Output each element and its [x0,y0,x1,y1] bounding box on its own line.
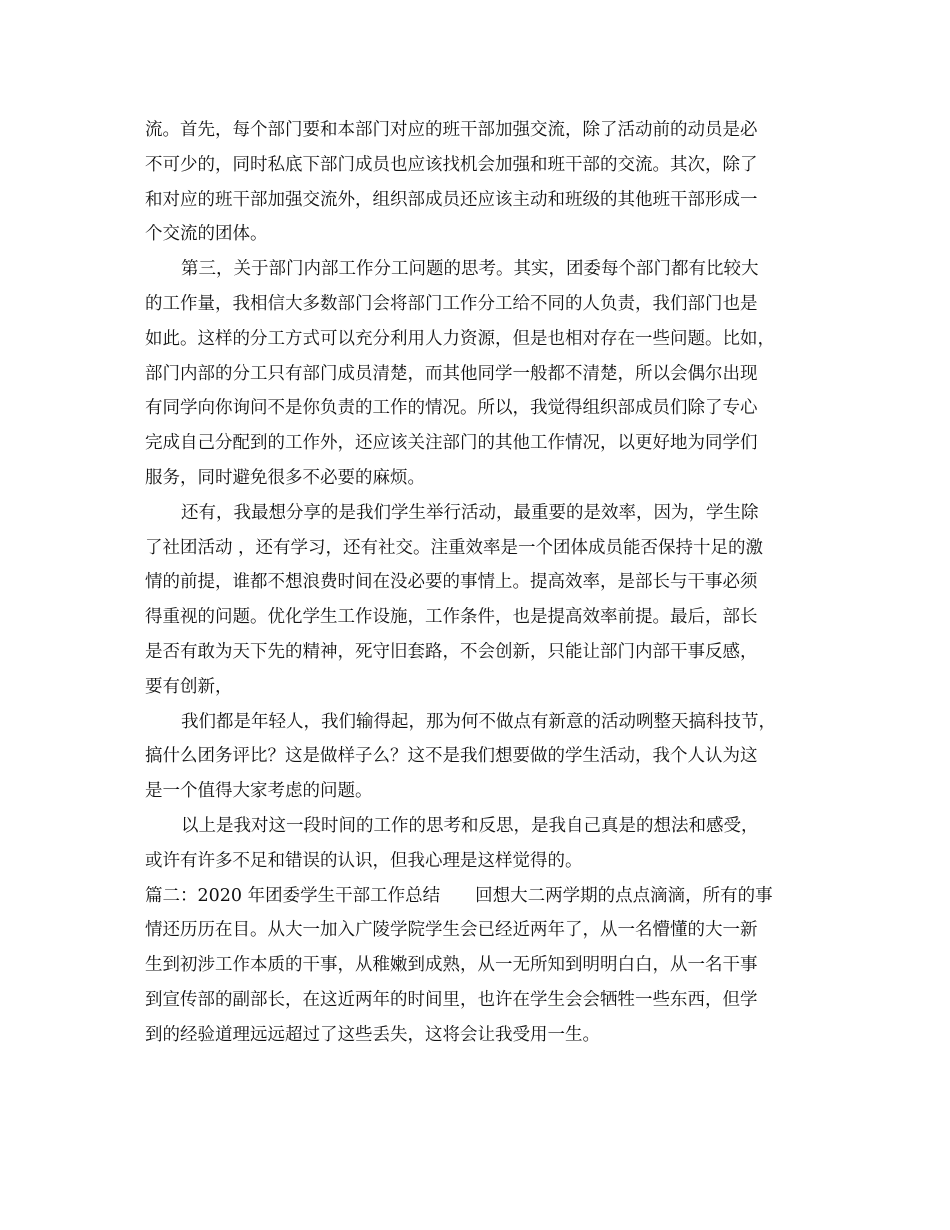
text-line: 到宣传部的副部长，在这近两年的时间里，也许在学生会会牺牲一些东西，但学 [145,989,758,1010]
text-line: 服务，同时避免很多不必要的麻烦。 [145,467,425,488]
text-line: 搞什么团务评比？这是做样子么？这不是我们想要做的学生活动，我个人认为这 [145,746,758,767]
text-line: 生到初涉工作本质的干事，从稚嫩到成熟，从一无所知到明明白白，从一名干事 [145,955,758,976]
document-body [145,113,805,1053]
text-line: 个交流的团体。 [145,224,268,245]
text-line: 部门内部的分工只有部门成员清楚，而其他同学一般都不清楚，所以会偶尔出现 [145,363,758,384]
text-line: 有同学向你询问不是你负责的工作的情况。所以，我觉得组织部成员们除了专心 [145,398,758,419]
text-line: 情还历历在目。从大一加入广陵学院学生会已经近两年了，从一名懵懂的大一新 [145,920,758,941]
text-line: 篇二：2020 年团委学生干部工作总结 回想大二两学期的点点滴滴，所有的事 [145,885,773,906]
text-line: 的工作量，我相信大多数部门会将部门工作分工给不同的人负责，我们部门也是 [145,293,758,314]
text-line: 以上是我对这一段时间的工作的思考和反思，是我自己真是的想法和感受， [181,815,759,836]
text-line: 不可少的，同时私底下部门成员也应该找机会加强和班干部的交流。其次，除了 [145,154,758,175]
text-line: 还有，我最想分享的是我们学生举行活动，最重要的是效率，因为，学生除 [181,502,759,523]
text-line: 和对应的班干部加强交流外，组织部成员还应该主动和班级的其他班干部形成一 [145,189,758,210]
text-line: 完成自己分配到的工作外，还应该关注部门的其他工作情况，以更好地为同学们 [145,433,758,454]
text-line: 情的前提，谁都不想浪费时间在没必要的事情上。提高效率，是部长与干事必须 [145,572,758,593]
text-line: 到的经验道理远远超过了这些丢失，这将会让我受用一生。 [145,1024,600,1045]
text-line: 是否有敢为天下先的精神，死守旧套路，不会创新，只能让部门内部干事反感， [145,641,758,662]
text-line: 要有创新， [145,676,233,697]
text-line: 我们都是年轻人，我们输得起，那为何不做点有新意的活动咧整天搞科技节， [181,711,776,732]
text-line: 流。首先，每个部门要和本部门对应的班干部加强交流，除了活动前的动员是必 [145,120,758,140]
text-line: 第三，关于部门内部工作分工问题的思考。其实，团委每个部门都有比较大 [181,259,759,280]
text-line: 是一个值得大家考虑的问题。 [145,781,373,802]
text-line: 如此。这样的分工方式可以充分利用人力资源，但是也相对存在一些问题。比如， [145,328,775,349]
text-line: 得重视的问题。优化学生工作设施，工作条件，也是提高效率前提。最后，部长 [145,607,758,628]
text-line: 或许有许多不足和错误的认识，但我心理是这样觉得的。 [145,850,583,871]
text-line: 了社团活动 ，还有学习，还有社交。注重效率是一个团体成员能否保持十足的激 [145,537,764,558]
